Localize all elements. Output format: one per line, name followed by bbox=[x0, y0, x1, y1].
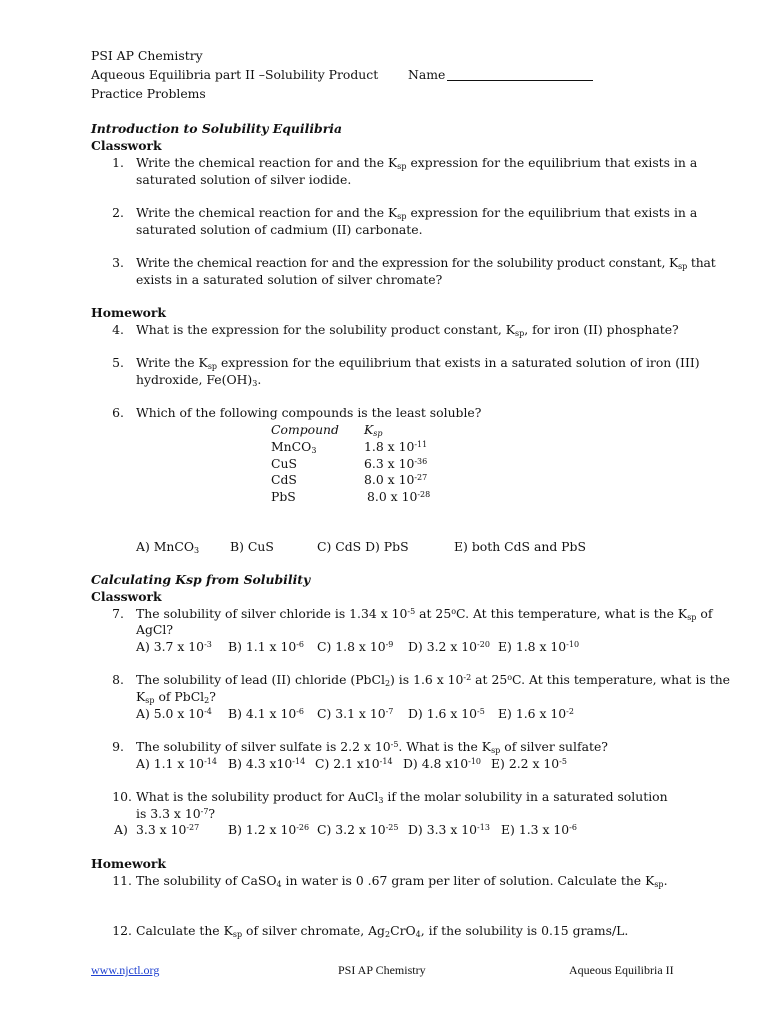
answer-choice: B) 4.1 x $10^{-6}$ bbox=[228, 706, 305, 721]
question-12-line1: Calculate the $K_{sp}$ of silver chromate, $Ag_2CrO_4$, if the solubility is 0.15 grams/L. bbox=[136, 923, 629, 939]
question-7-line2: AgCl? bbox=[136, 622, 173, 637]
answer-choice: B) 4.3 $x10^{-14}$ bbox=[228, 756, 306, 771]
name-label: Name bbox=[408, 67, 446, 82]
question-number: 1. bbox=[112, 155, 124, 170]
name-field bbox=[408, 67, 593, 84]
question-number: 9. bbox=[112, 739, 124, 754]
question-number: 8. bbox=[112, 672, 124, 687]
table-header-compound: Compound bbox=[271, 422, 339, 437]
table-header-ksp: $K_{sp}$ bbox=[364, 422, 383, 438]
question-number: 3. bbox=[112, 255, 124, 270]
question-3-line2: exists in a saturated solution of silver chromate? bbox=[136, 272, 443, 287]
question-3-line1: Write the chemical reaction for and the expression for the solubility product constant, $K_{sp}$ that bbox=[136, 255, 716, 271]
answer-choice: B) 1.2 x $10^{-26}$ bbox=[228, 822, 310, 837]
footer-course: PSI AP Chemistry bbox=[338, 963, 426, 977]
answer-choice: D) 4.8 $x10^{-10}$ bbox=[403, 756, 481, 771]
worksheet-title: Aqueous Equilibria part II –Solubility Product bbox=[91, 67, 379, 82]
footer-website-link[interactable]: www.njctl.org bbox=[91, 963, 160, 977]
answer-choice: C) 1.8 x $10^{-9}$ bbox=[317, 639, 394, 654]
question-7-line1: The solubility of silver chloride is 1.34 x $10^{-5}$ at 25$^o$C. At this temperature, what is the $K_{sp}$ of bbox=[136, 606, 713, 622]
answer-choice: B) 1.1 x $10^{-6}$ bbox=[228, 639, 305, 654]
classwork-heading: Classwork bbox=[91, 138, 162, 153]
question-10-line1: What is the solubility product for AuCl$_3$ if the molar solubility in a saturated solution bbox=[136, 789, 668, 805]
table-cell-compound: CdS bbox=[271, 472, 297, 487]
question-number: 12. bbox=[112, 923, 132, 938]
answer-choice: E) 1.8 x $10^{-10}$ bbox=[498, 639, 580, 654]
name-blank-line bbox=[447, 67, 593, 81]
homework-heading: Homework bbox=[91, 305, 167, 320]
answer-choice: D) 1.6 x $10^{-5}$ bbox=[408, 706, 485, 721]
answer-choice-b: B) CuS bbox=[230, 539, 274, 554]
table-cell-ksp: 8.0 x $10^{-27}$ bbox=[364, 472, 428, 487]
question-8-line2: $K_{sp}$ of PbCl$_2$? bbox=[136, 689, 216, 705]
question-4-line1: What is the expression for the solubility product constant, $K_{sp}$, for iron (II) phosphate? bbox=[136, 322, 679, 338]
answer-choice: A) 5.0 x $10^{-4}$ bbox=[136, 706, 212, 721]
answer-choice: D) 3.2 x $10^{-20}$ bbox=[408, 639, 490, 654]
answer-choice: C) 3.2 x $10^{-25}$ bbox=[317, 822, 399, 837]
question-5-line2: hydroxide, $Fe(OH)_3$. bbox=[136, 372, 262, 388]
question-11-line1: The solubility of CaSO$_4$ in water is 0 .67 gram per liter of solution. Calculate the $K_{sp}$. bbox=[136, 873, 668, 889]
question-10-line2: is 3.3 x $10^{-7}$? bbox=[136, 806, 216, 821]
question-1-line2: saturated solution of silver iodide. bbox=[136, 172, 352, 187]
table-cell-ksp: 1.8 x $10^{-11}$ bbox=[364, 439, 428, 454]
answer-choice: E) 1.6 x $10^{-2}$ bbox=[498, 706, 574, 721]
table-cell-compound: PbS bbox=[271, 489, 296, 504]
answer-choice: A) 3.7 x $10^{-3}$ bbox=[136, 639, 212, 654]
answer-choice-e: E) both CdS and PbS bbox=[454, 539, 586, 554]
answer-choice: A) bbox=[114, 822, 128, 837]
question-9-line1: The solubility of silver sulfate is 2.2 x $10^{-5}$. What is the $K_{sp}$ of silver sulfate? bbox=[136, 739, 608, 755]
classwork-heading: Classwork bbox=[91, 589, 162, 604]
answer-choice: 3.3 x $10^{-27}$ bbox=[136, 822, 200, 837]
question-5-line1: Write the $K_{sp}$ expression for the equilibrium that exists in a saturated solution of iron (III) bbox=[136, 355, 700, 371]
question-2-line1: Write the chemical reaction for and the $K_{sp}$ expression for the equilibrium that exists in a bbox=[136, 205, 698, 221]
section-heading-ksp: Calculating Ksp from Solubility bbox=[91, 572, 311, 587]
course-title: PSI AP Chemistry bbox=[91, 48, 203, 63]
question-number: 4. bbox=[112, 322, 124, 337]
question-8-line1: The solubility of lead (II) chloride (PbCl$_2$) is 1.6 x $10^{-2}$ at 25$^o$C. At this temperature, what is the bbox=[136, 672, 731, 688]
footer-unit: Aqueous Equilibria II bbox=[569, 963, 674, 977]
question-number: 10. bbox=[112, 789, 132, 804]
answer-choice: C) 2.1 $x10^{-14}$ bbox=[315, 756, 393, 771]
table-cell-compound: MnCO$_3$ bbox=[271, 439, 317, 455]
question-number: 7. bbox=[112, 606, 124, 621]
answer-choice-a: A) MnCO$_3$ bbox=[136, 539, 200, 555]
table-cell-ksp: 6.3 x $10^{-36}$ bbox=[364, 456, 428, 471]
question-6-line1: Which of the following compounds is the least soluble? bbox=[136, 405, 482, 420]
question-number: 5. bbox=[112, 355, 124, 370]
answer-choice: C) 3.1 x $10^{-7}$ bbox=[317, 706, 394, 721]
question-number: 2. bbox=[112, 205, 124, 220]
homework-heading: Homework bbox=[91, 856, 167, 871]
answer-choice: E) 1.3 x $10^{-6}$ bbox=[501, 822, 577, 837]
table-cell-ksp: 8.0 x $10^{-28}$ bbox=[367, 489, 431, 504]
table-cell-compound: CuS bbox=[271, 456, 297, 471]
answer-choice-c-d: C) CdS D) PbS bbox=[317, 539, 409, 554]
question-number: 11. bbox=[112, 873, 132, 888]
question-number: 6. bbox=[112, 405, 124, 420]
question-1-line1: Write the chemical reaction for and the $K_{sp}$ expression for the equilibrium that exists in a bbox=[136, 155, 698, 171]
answer-choice: A) 1.1 x $10^{-14}$ bbox=[136, 756, 217, 771]
answer-choice: D) 3.3 x $10^{-13}$ bbox=[408, 822, 490, 837]
question-2-line2: saturated solution of cadmium (II) carbonate. bbox=[136, 222, 423, 237]
section-heading-intro: Introduction to Solubility Equilibria bbox=[91, 121, 342, 136]
worksheet-subtitle: Practice Problems bbox=[91, 86, 206, 101]
answer-choice: E) 2.2 x $10^{-5}$ bbox=[491, 756, 567, 771]
